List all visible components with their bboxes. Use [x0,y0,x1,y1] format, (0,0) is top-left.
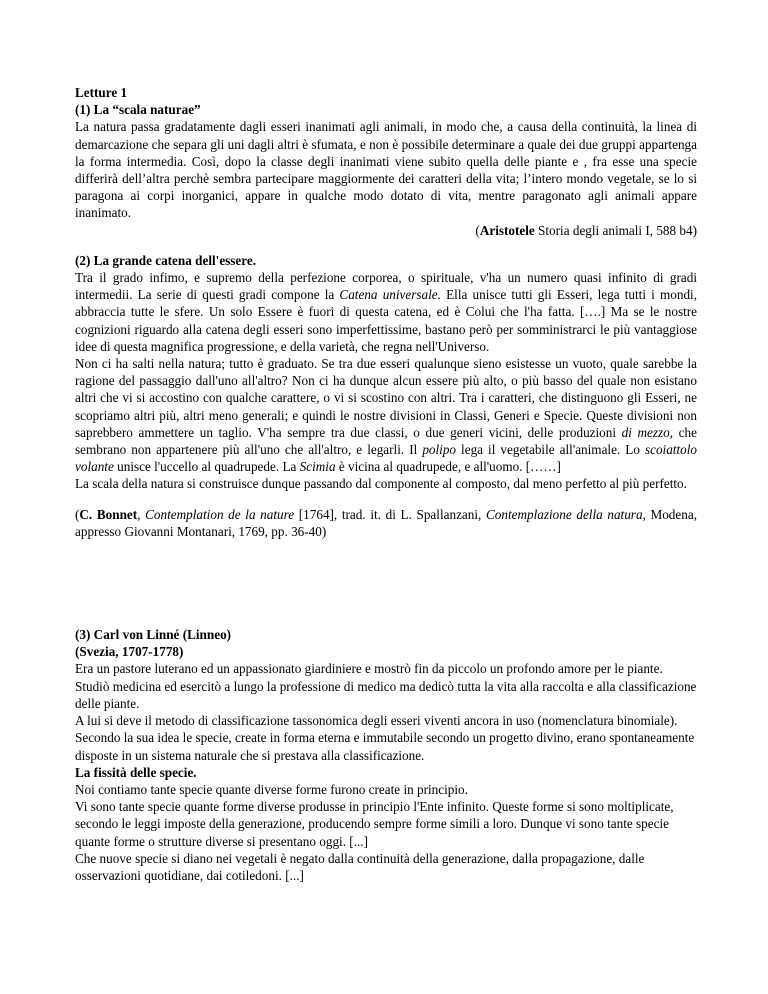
section-1-citation: (Aristotele Storia degli animali I, 588 b4) [475,222,697,238]
section-3-subheading: La fissità delle specie. [75,764,197,780]
document-page [75,84,697,884]
section-scala-naturae [75,84,697,239]
section-linneo [75,626,697,884]
section-3-quote-2: Vi sono tante specie quante forme diverse produsse in principio l'Ente infinito. Queste forme si sono moltiplicate, secondo le leggi imposte della generazione, producendo sempre forme simili a loro. Dunque vi sono tante specie quante forme o strutture diverse si presentano oggi. [...] [75,799,674,849]
section-2-title: (2) La grande catena dell'essere. [75,252,257,268]
section-3-quote-3: Che nuove specie si diano nei vegetali è negato dalla continuità della generazione, dalla propagazione, dalle osservazioni quotidiane, dai cotiledoni. [...] [75,850,645,883]
section-3-quote-1: Noi contiamo tante specie quante diverse forme furono create in principio. [75,781,468,797]
section-3-title: (3) Carl von Linné (Linneo) [75,627,232,643]
section-3-paragraph-1: Era un pastore luterano ed un appassionato giardiniere e mostrò fin da piccolo un profondo amore per le piante. Studiò medicina ed esercitò a lungo la professione di medico ma dedicò tutta la vita alla raccolta e alla classificazione delle piante. [75,661,697,711]
section-1-paragraph: La natura passa gradatamente dagli esseri inanimati agli animali, in modo che, a causa della continuità, la linea di demarcazione che separa gli uni dagli altri è sfumata, e non è possibile determinare a quale dei due gruppi appartenga la forma intermedia. Così, dopo la classe degli inanimati viene subito quella delle piante e , fra esse una specie differirà dell’altra perchè sembra partecipare maggiormente dei caratteri della vita; l’intero mondo vegetale, se lo si paragona ai corpi inorganici, appare in qualche modo dotato di vita, mentre paragonato agli animali appare inanimato. [75,119,697,221]
section-2-paragraph-1: Tra il grado infimo, e supremo della perfezione corporea, o spirituale, v'ha un numero quasi infinito di gradi intermedii. La serie di questi gradi compone la Catena universale. Ella unisce tutti gli Esseri, lega tutti i mondi, abbraccia tutte le sfere. Un solo Essere è fuori di questa catena, ed è Colui che l'ha fatta. [….] Ma se le nostre cognizioni riguardo alla catena degli esseri sono imperfettissime, bastano però per somministrarci le più vantaggiose idee di questa magnifica progressione, e della varietà, che regna nell'Universo. [75,270,697,354]
citation-author: Aristotele [479,222,535,238]
section-3-subtitle-dates: (Svezia, 1707-1778) [75,644,184,660]
section-1-title: (1) La “scala naturae” [75,102,201,118]
section-catena [75,252,697,540]
section-3-paragraph-2: A lui si deve il metodo di classificazione tassonomica degli esseri viventi ancora in uso (nomenclatura binomiale). Secondo la sua idea le specie, create in forma eterna e immutabile secondo un progetto divino, erano spontaneamente disposte in un sistema naturale che si prestava alla classificazione. [75,713,695,763]
section-2-paragraph-3: La scala della natura si construisce dunque passando dal componente al composto, dal meno perfetto al più perfetto. [75,476,687,492]
section-2-citation: (C. Bonnet, Contemplation de la nature [1764], trad. it. di L. Spallanzani, Contemplazione della natura, Modena, appresso Giovanni Montanari, 1769, pp. 36-40) [75,506,698,539]
document-title: Letture 1 [75,85,128,100]
section-2-paragraph-2: Non ci ha salti nella natura; tutto è graduato. Se tra due esseri qualunque sieno esistesse un vuoto, quale sarebbe la ragione del passaggio dall'uno all'altro? Non ci ha dunque alcun essere più alto, o più basso del quale non esistano altri che vi si accostino con qualche carattere, o vi si scostino con altri. Tra i caratteri, che distinguono gli Esseri, ne scopriamo altri più, altri meno generali; e quindi le nostre divisioni in Classi, Generi e Specie. Queste divisioni non saprebbero ammettere un taglio. V'ha sempre tra due classi, o due generi vicini, delle produzioni di mezzo, che sembrano non appartenere più all'uno che all'altro, e legarli. Il polipo lega il vegetabile all'animale. Lo scoiattolo volante unisce l'uccello al quadrupede. La Scimia è vicina al quadrupede, e all'uomo. [……] [75,356,697,475]
